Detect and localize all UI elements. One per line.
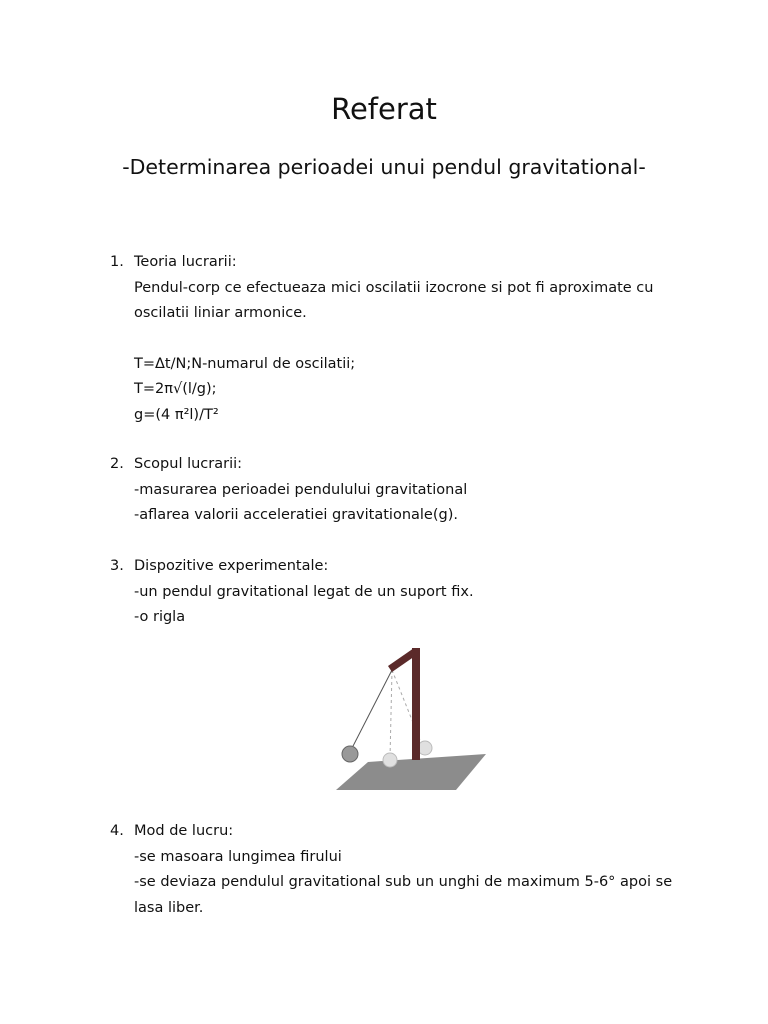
section-heading: Teoria lucrarii: <box>134 254 237 270</box>
text-line: oscilatii liniar armonice. <box>134 305 307 321</box>
page-title: Referat <box>331 92 437 126</box>
section-heading: Mod de lucru: <box>134 823 234 839</box>
text-line: -se masoara lungimea firului <box>134 848 342 865</box>
formula-line: T=Δt/N;N-numarul de oscilatii; <box>134 355 356 372</box>
section-heading: Dispozitive experimentale: <box>134 558 329 574</box>
section-theory <box>110 250 690 428</box>
text-line: -masurarea perioadei pendulului gravitational <box>134 481 468 498</box>
pendulum-string <box>350 670 392 752</box>
pendulum-illustration <box>330 640 500 795</box>
text-line: -o rigla <box>134 609 186 625</box>
section-number: 3. <box>110 558 124 574</box>
section-number: 2. <box>110 456 124 472</box>
section-equipment <box>110 554 690 631</box>
text-line: -se deviaza pendulul gravitational sub un unghi de maximum 5-6° apoi se <box>134 874 673 890</box>
text-line: lasa liber. <box>134 899 204 916</box>
page-subtitle: -Determinarea perioadei unui pendul gravitational- <box>122 155 646 179</box>
base-plate <box>336 754 486 790</box>
formula-line: g=(4 π²l)/T² <box>134 406 219 423</box>
section-purpose <box>110 452 690 529</box>
bob-ghost <box>418 741 432 755</box>
string-dashed <box>390 670 392 758</box>
pendulum-bob <box>342 746 358 762</box>
section-procedure <box>110 819 690 921</box>
section-number: 4. <box>110 823 124 839</box>
text-line: -un pendul gravitational legat de un suport fix. <box>134 583 474 600</box>
section-number: 1. <box>110 254 124 270</box>
text-line: -aflarea valorii acceleratiei gravitationale(g). <box>134 507 458 523</box>
stand-pole <box>412 648 420 760</box>
formula-line: T=2π√(l/g); <box>134 381 217 397</box>
text-line: Pendul-corp ce efectueaza mici oscilatii izocrone si pot fi aproximate cu <box>134 279 654 296</box>
bob-ghost <box>383 753 397 767</box>
section-heading: Scopul lucrarii: <box>134 456 243 472</box>
